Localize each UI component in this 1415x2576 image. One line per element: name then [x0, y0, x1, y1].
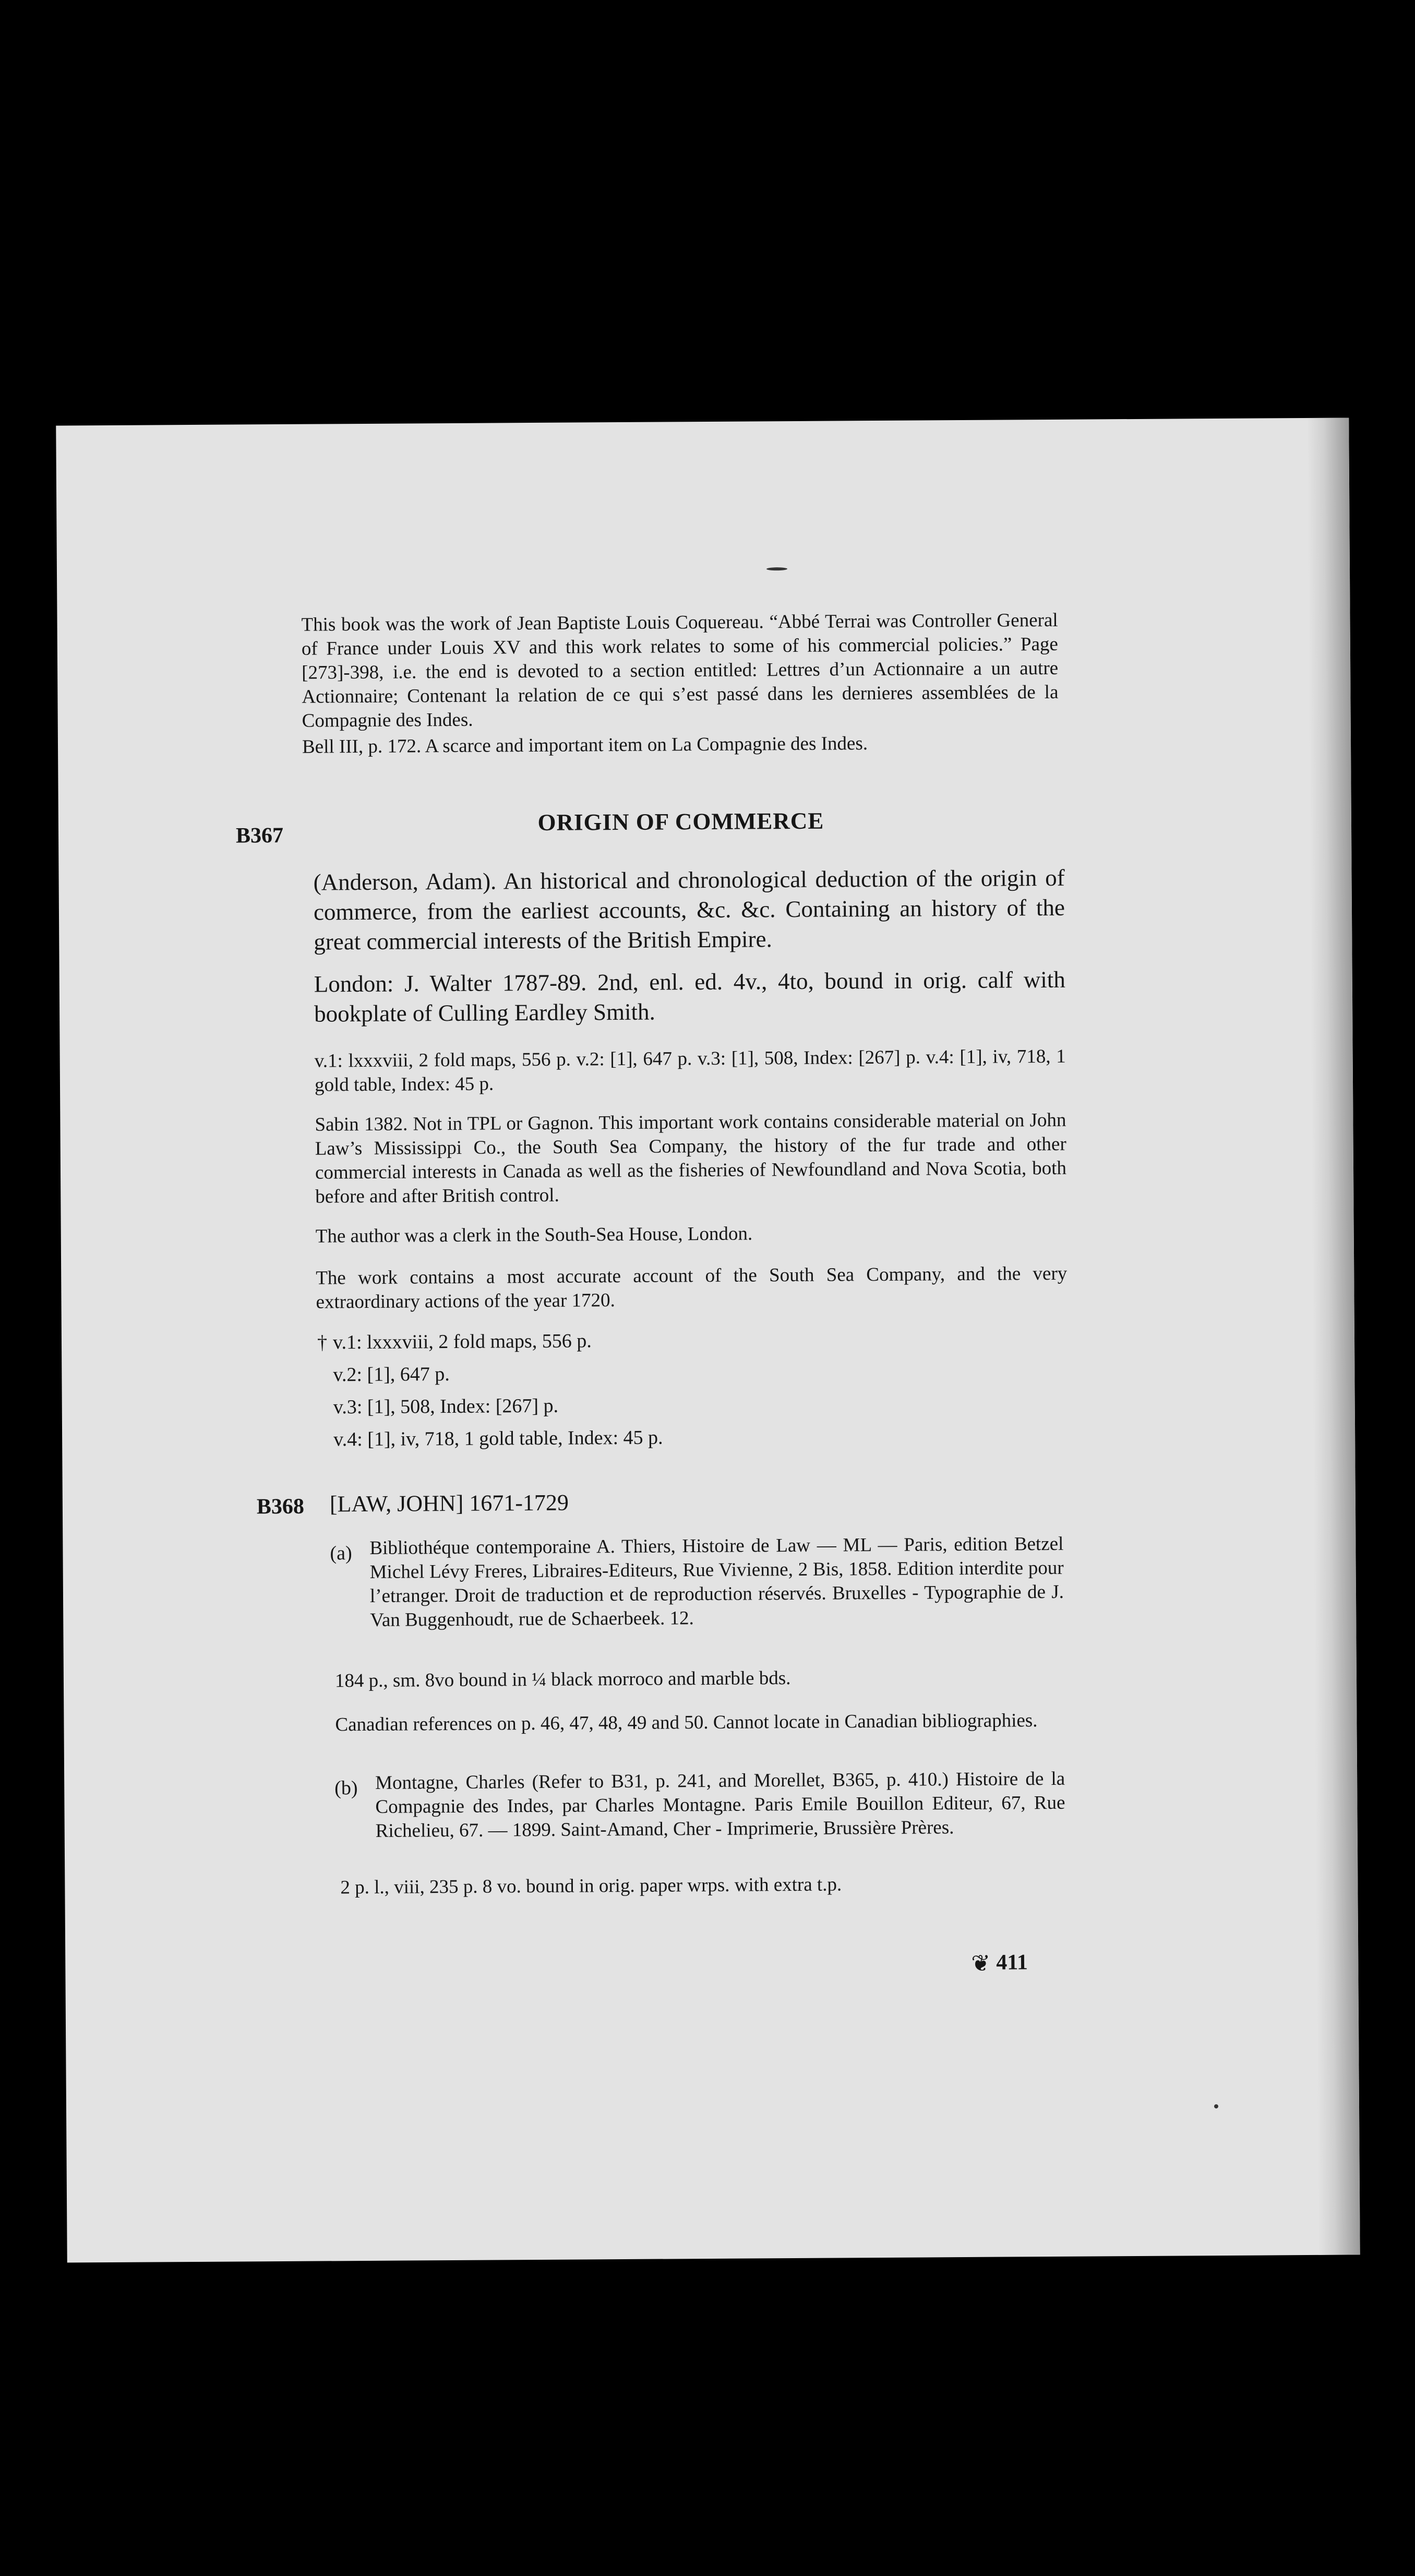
b368-b-text: Montagne, Charles (Refer to B31, p. 241, and Morellet, B365, p. 410.) Histoire de la Compagnie des Indes, par Charles Montagne. Paris Emile Bouillon Editeur, 67, Rue Richelieu, 67. — 1899. Saint-Amand, Cher - Imprimerie, Brussière Prères.	[375, 1768, 1065, 1842]
section-heading-origin-of-commerce: ORIGIN OF COMMERCE	[537, 807, 824, 836]
copy-line: v.2: [1], 647 p.	[333, 1363, 450, 1386]
page-number: 411	[996, 1950, 1028, 1975]
b366-description: This book was the work of Jean Baptiste Louis Coquereau. “Abbé Terrai was Controller General of France under Louis XV and this work relates to some of his commercial policies.” Page [273]-398, i.e. the end is devoted to a section entitled: Lettres d’un Actionnaire a un autre Actionnaire; Contenant la relation de ce qui s’est passé dans les dernieres assemblées de la Compagnie des Indes.	[301, 609, 1059, 732]
b367-author-note: The author was a clerk in the South-Sea House, London.	[315, 1223, 753, 1247]
b367-imprint: London: J. Walter 1787-89. 2nd, enl. ed. 4v., 4to, bound in orig. calf with bookplate of Culling Eardley Smith.	[314, 966, 1065, 1027]
b367-collation: v.1: lxxxviii, 2 fold maps, 556 p. v.2: [1], 647 p. v.3: [1], 508, Index: [267] p. v.4: [1], iv, 718, 1 gold table, Index: 45 p.	[314, 1045, 1066, 1096]
page-edge-shadow	[1307, 418, 1360, 2255]
speck	[766, 567, 787, 570]
entry-id-b367: B367	[235, 823, 284, 848]
b366-bell-reference: Bell III, p. 172. A scarce and important item on La Compagnie des Indes.	[302, 733, 868, 758]
document-page	[56, 418, 1360, 2262]
b368-b-collation: 2 p. l., viii, 235 p. 8 vo. bound in orig. paper wrps. with extra t.p.	[340, 1874, 842, 1899]
b368-heading: [LAW, JOHN] 1671-1729	[329, 1489, 569, 1517]
copy-line: v.1: lxxxviii, 2 fold maps, 556 p.	[332, 1330, 592, 1354]
b367-sabin-note: Sabin 1382. Not in TPL or Gagnon. This important work contains considerable material on John Law’s Mississippi Co., the South Sea Company, the history of the fur trade and other commercial interests in Canada as well as the fisheries of Newfoundland and Nova Scotia, both before and after British control.	[315, 1109, 1067, 1208]
speck	[1214, 2104, 1218, 2108]
b367-copy-collation	[317, 1327, 996, 1451]
b368-a-collation: 184 p., sm. 8vo bound in ¼ black morroco and marble bds.	[334, 1667, 791, 1692]
b368-b-label: (b)	[334, 1777, 358, 1799]
b368-a-label: (a)	[330, 1542, 352, 1565]
copy-line: v.4: [1], iv, 718, 1 gold table, Index: 45 p.	[333, 1426, 663, 1451]
copy-line: v.3: [1], 508, Index: [267] p.	[333, 1394, 559, 1418]
page-ornament: ❦	[971, 1950, 991, 1976]
b367-work-note: The work contains a most accurate account of the South Sea Company, and the very extraordinary actions of the year 1720.	[316, 1262, 1068, 1313]
b368-a-references: Canadian references on p. 46, 47, 48, 49 and 50. Cannot locate in Canadian bibliographies.	[335, 1710, 1038, 1736]
entry-id-b368: B368	[256, 1494, 305, 1519]
dagger-mark: †	[317, 1331, 328, 1354]
b368-a-text: Bibliothéque contemporaine A. Thiers, Histoire de Law — ML — Paris, edition Betzel Michel Lévy Freres, Libraires-Editeurs, Rue Vivienne, 2 Bis, 1858. Edition interdite pour l’etranger. Droit de traduction et de reproduction réservés. Bruxelles - Typographie de J. Van Buggenhoudt, rue de Schaerbeek. 12.	[369, 1533, 1064, 1631]
b367-title: (Anderson, Adam). An historical and chronological deduction of the origin of commerce, from the earliest accounts, &c. &c. Containing an history of the great commercial interests of the British Empire.	[313, 864, 1065, 955]
